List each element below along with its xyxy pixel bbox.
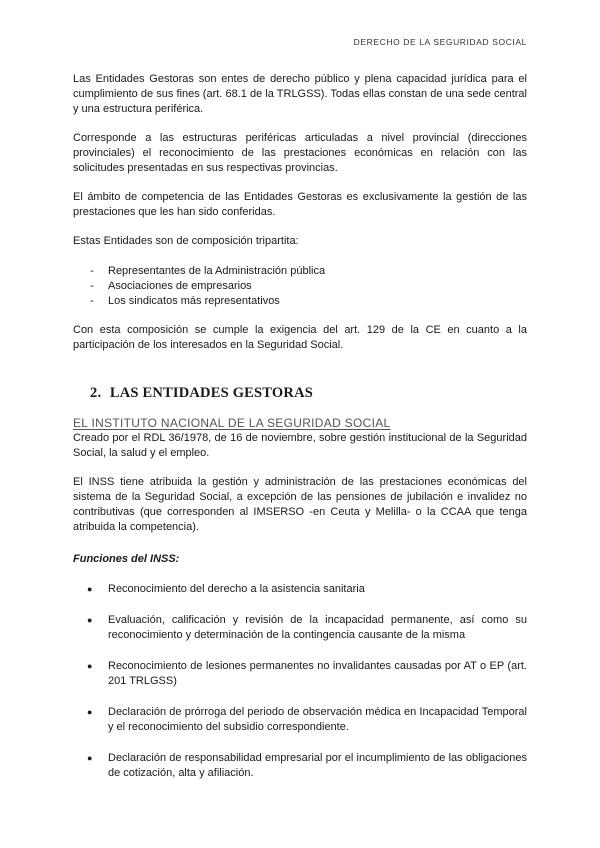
- section-heading: [90, 384, 527, 402]
- paragraph: El INSS tiene atribuida la gestión y administración de las prestaciones económicas del sistema de la Seguridad Social, a excepción de las pensiones de jubilación e invalidez no contributivas (que corresponden al IMSERSO -en Ceuta y Melilla- o la CCAA que tenga atribuida la competencia).: [73, 476, 527, 533]
- list-item: ● Declaración de prórroga del periodo de observación médica en Incapacidad Temporal y el reconocimiento del subsidio correspondiente.: [73, 705, 527, 735]
- list-item: - Los sindicatos más representativos: [73, 294, 527, 309]
- paragraph: El ámbito de competencia de las Entidades Gestoras es exclusivamente la gestión de las prestaciones que les han sido conferidas.: [73, 191, 527, 218]
- list-item: ● Evaluación, calificación y revisión de la incapacidad permanente, así como su reconocimiento y determinación de la contingencia causante de la misma: [73, 613, 527, 643]
- running-header: DERECHO DE LA SEGURIDAD SOCIAL: [353, 37, 527, 47]
- functions-list: [73, 582, 527, 781]
- list-item: ● Reconocimiento del derecho a la asistencia sanitaria: [73, 582, 527, 597]
- paragraph: Creado por el RDL 36/1978, de 16 de noviembre, sobre gestión institucional de la Seguridad Social, la salud y el empleo.: [73, 432, 527, 459]
- paragraph: Las Entidades Gestoras son entes de derecho público y plena capacidad jurídica para el cumplimiento de sus fines (art. 68.1 de la TRLGSS). Todas ellas constan de una sede central y una estructura periférica.: [73, 73, 527, 115]
- list-item: - Asociaciones de empresarios: [73, 279, 527, 294]
- section-number: 2.: [90, 385, 102, 401]
- list-item: - Representantes de la Administración pública: [73, 264, 527, 279]
- section-title: LAS ENTIDADES GESTORAS: [109, 385, 314, 401]
- composition-list: [73, 264, 527, 309]
- subsection-heading: EL INSTITUTO NACIONAL DE LA SEGURIDAD SOCIAL: [73, 416, 391, 430]
- page-content: [73, 72, 527, 797]
- functions-heading: Funciones del INSS:: [73, 553, 180, 565]
- list-item: ● Reconocimiento de lesiones permanentes no invalidantes causadas por AT o EP (art. 201 TRLGSS): [73, 659, 527, 689]
- paragraph: Corresponde a las estructuras periféricas articuladas a nivel provincial (direcciones provinciales) el reconocimiento de las prestaciones económicas en relación con las solicitudes presentadas en sus respectivas provincias.: [73, 132, 527, 174]
- paragraph: Con esta composición se cumple la exigencia del art. 129 de la CE en cuanto a la participación de los interesados en la Seguridad Social.: [73, 324, 527, 351]
- list-item: ● Declaración de responsabilidad empresarial por el incumplimiento de las obligaciones de cotización, alta y afiliación.: [73, 751, 527, 781]
- paragraph: Estas Entidades son de composición tripartita:: [73, 235, 299, 247]
